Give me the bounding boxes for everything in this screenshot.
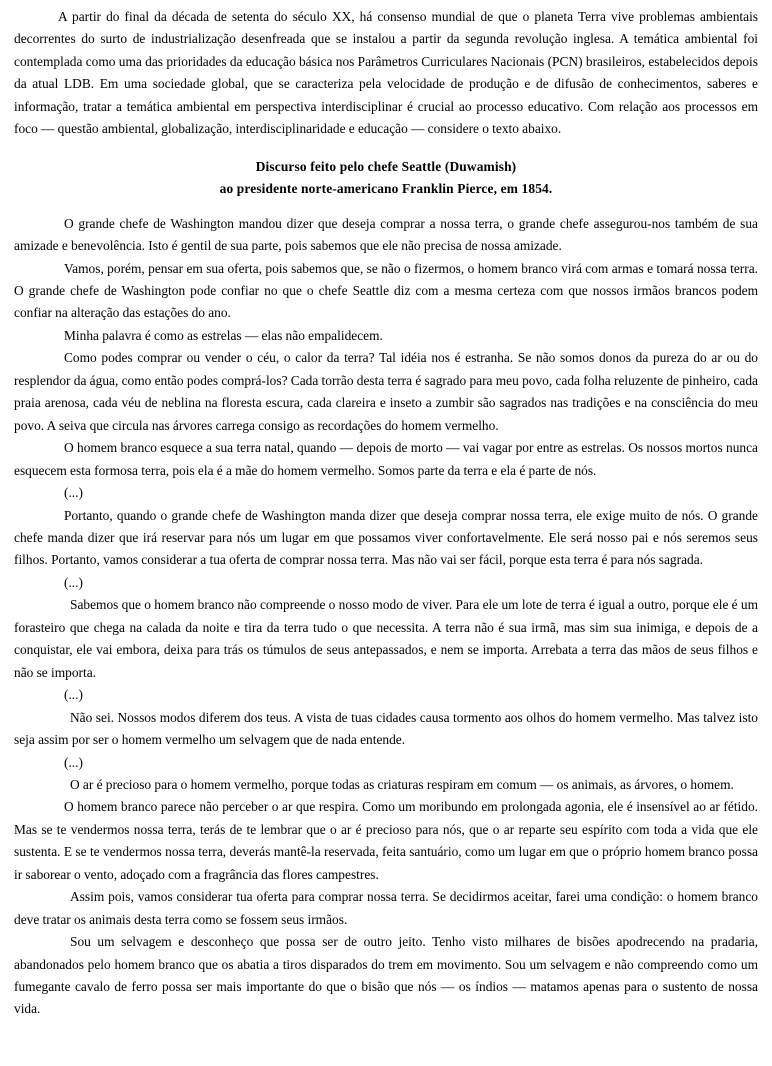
speech-paragraph: O grande chefe de Washington mandou dizer que deseja comprar a nossa terra, o grande chefe assegurou-nos também de sua amizade e benevolência. Isto é gentil de sua parte, pois sabemos que ele não precisa de nossa amizade. <box>14 215 758 254</box>
ellipsis-separator: (...) <box>64 574 83 590</box>
speech-paragraph: O homem branco esquece a sua terra natal, quando — depois de morto — vai vagar por entre as estrelas. Os nossos mortos nunca esquecem esta formosa terra, pois ela é a mãe do homem vermelho. Somos parte da terra e ela é parte de nós. <box>14 440 758 478</box>
speech-title-block <box>14 156 758 201</box>
speech-paragraph: Sabemos que o homem branco não compreende o nosso modo de viver. Para ele um lote de terra é igual a outro, porque ele é um forasteiro que chega na calada da noite e tira da terra tudo o que necessita. A terra não é sua irmã, mas sim sua inimiga, e depois de a conquistar, ele vai embora, deixa para trás os túmulos de seus antepassados, e nem se importa. Arrebata a terra das mãos de seus filhos e não se importa. <box>14 597 758 680</box>
speech-paragraph: Minha palavra é como as estrelas — elas não empalidecem. <box>64 327 383 343</box>
ellipsis-separator: (...) <box>64 754 83 770</box>
speech-title-line-2: ao presidente norte-americano Franklin Pierce, em 1854. <box>219 181 553 197</box>
speech-paragraph: O homem branco parece não perceber o ar que respira. Como um moribundo em prolongada agonia, ele é insensível ao ar fétido. Mas se te vendermos nossa terra, terás de te lembrar que o ar é precioso para nós, que o ar reparte seu espírito com toda a vida que ele sustenta. E se te vendermos nossa terra, deverás mantê-la reservada, feita santuário, como um lugar em que o próprio homem branco possa ir saborear o vento, adoçado com a fragrância das flores campestres. <box>14 799 758 882</box>
speech-paragraph: Vamos, porém, pensar em sua oferta, pois sabemos que, se não o fizermos, o homem branco virá com armas e tomará nossa terra. O grande chefe de Washington pode confiar no que o chefe Seattle diz com a mesma certeza com que nossos irmãos brancos podem confiar na alteração das estações do ano. <box>14 260 758 321</box>
speech-paragraph: Portanto, quando o grande chefe de Washington manda dizer que deseja comprar nossa terra, ele exige muito de nós. O grande chefe manda dizer que irá reservar para nós um lugar em que possamos viver confortavelmente. Ele será nosso pai e nós seremos seus filhos. Portanto, vamos considerar a tua oferta de comprar nossa terra. Mas não vai ser fácil, porque esta terra é para nós sagrada. <box>14 507 758 568</box>
speech-paragraph: Sou um selvagem e desconheço que possa ser de outro jeito. Tenho visto milhares de bisões apodrecendo na pradaria, abandonados pelo homem branco que os abatia a tiros disparados do trem em movimento. Sou um selvagem e não compreendo como um fumegante cavalo de ferro possa ser mais importante do que o bisão que nós — os índios — matamos apenas para o sustento de nossa vida. <box>14 934 758 1017</box>
speech-body <box>14 213 758 1021</box>
speech-paragraph: Assim pois, vamos considerar tua oferta para comprar nossa terra. Se decidirmos aceitar, farei uma condição: o homem branco deve tratar os animais desta terra como se fossem seus irmãos. <box>14 889 758 927</box>
speech-paragraph: Como podes comprar ou vender o céu, o calor da terra? Tal idéia nos é estranha. Se não somos donos da pureza do ar ou do resplendor da água, como então podes comprá-los? Cada torrão desta terra é sagrado para meu povo, cada folha reluzente de pinheiro, cada praia arenosa, cada véu de neblina na floresta escura, cada clareira e inseto a zumbir são sagrados nas tradições e na consciência do meu povo. A seiva que circula nas árvores carrega consigo as recordações do homem vermelho. <box>14 350 758 433</box>
ellipsis-separator: (...) <box>64 687 83 703</box>
speech-title-line-1: Discurso feito pelo chefe Seattle (Duwamish) <box>255 158 517 174</box>
intro-paragraph: A partir do final da década de setenta do século XX, há consenso mundial de que o planeta Terra vive problemas ambientais decorrentes do surto de industrialização desenfreada que se instalou a partir da segunda revolução inglesa. A temática ambiental foi contemplada como uma das prioridades da educação básica nos Parâmetros Curriculares Nacionais (PCN) brasileiros, estabelecidos depois da atual LDB. Em uma sociedade global, que se caracteriza pela velocidade de produção e de difusão de conhecimentos, saberes e informação, tratar a temática ambiental em perspectiva interdisciplinar é crucial ao processo educativo. Com relação aos processos em foco — questão ambiental, globalização, interdisciplinaridade e educação — considere o texto abaixo. <box>14 9 758 137</box>
ellipsis-separator: (...) <box>64 485 83 501</box>
speech-paragraph: O ar é precioso para o homem vermelho, porque todas as criaturas respiram em comum — os animais, as árvores, o homem. <box>70 776 734 792</box>
speech-paragraph: Não sei. Nossos modos diferem dos teus. A vista de tuas cidades causa tormento aos olhos do homem vermelho. Mas talvez isto seja assim por ser o homem vermelho um selvagem que de nada entende. <box>14 709 758 748</box>
